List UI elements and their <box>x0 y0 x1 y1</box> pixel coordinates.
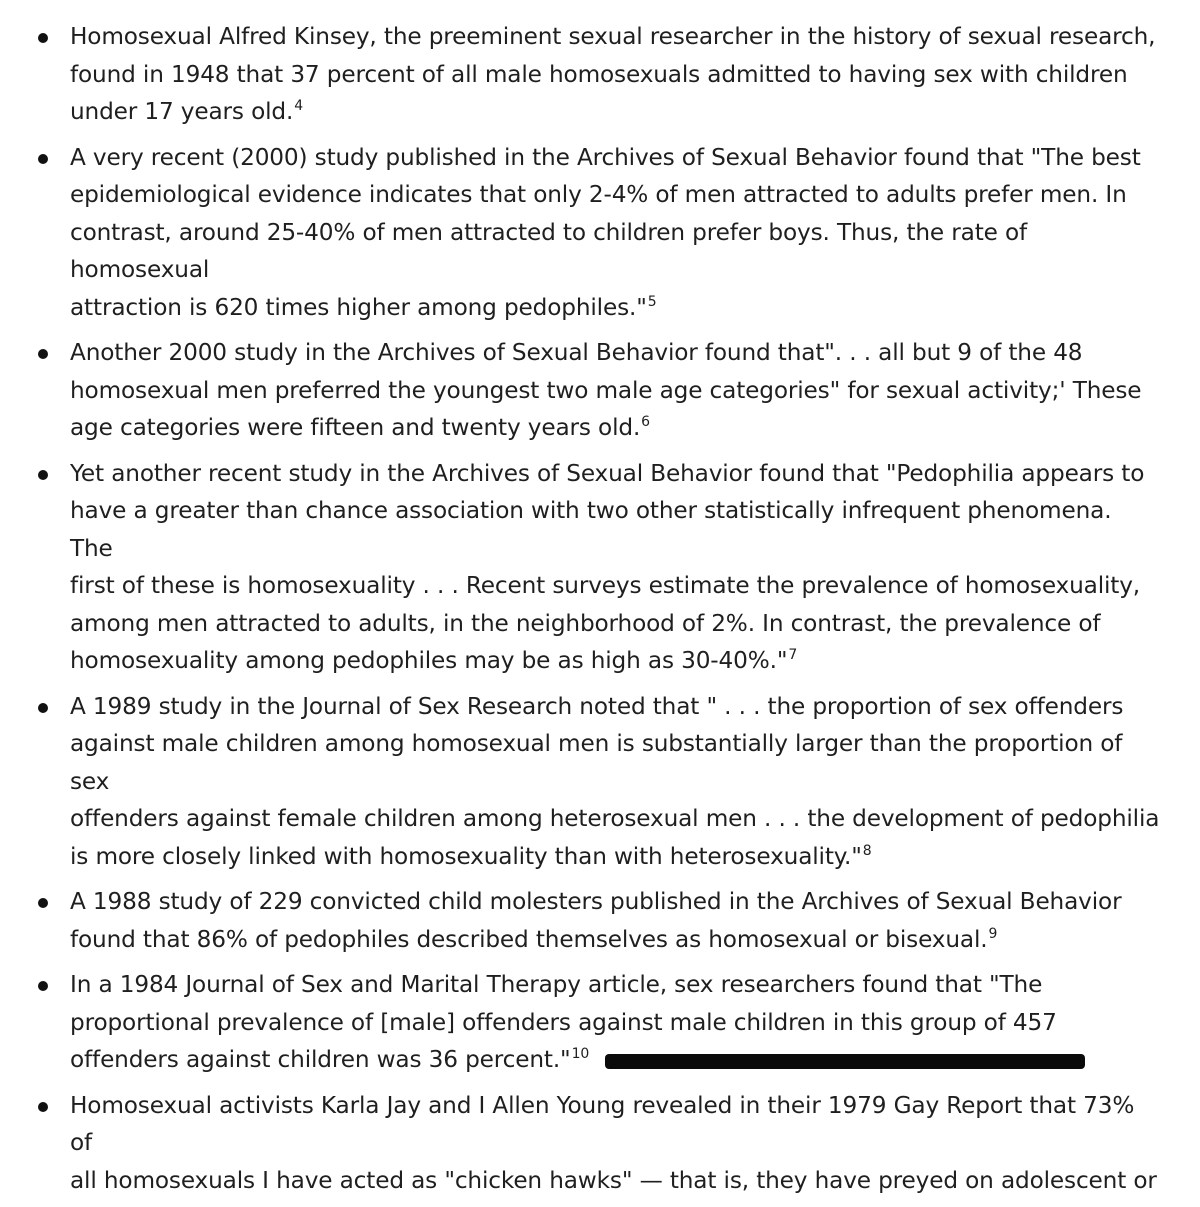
footnote-marker: 6 <box>641 414 650 431</box>
redaction-mark <box>605 1054 1085 1069</box>
footnote-marker: 10 <box>571 1046 590 1063</box>
list-item <box>0 883 1200 958</box>
list-item <box>0 18 1200 131</box>
footnote-marker: 9 <box>988 925 998 942</box>
bullet-icon <box>38 981 48 991</box>
bullet-icon <box>38 703 48 713</box>
list-item-text: Another 2000 study in the Archives of Sexual Behavior found that". . . all but 9 of the 48 homosexual men preferred the youngest two male age categories" for sexual activity;' These age categories were fifteen and twenty years old.$^6$ <box>70 339 1142 441</box>
bullet-list <box>0 18 1200 1207</box>
bullet-icon <box>38 1102 48 1112</box>
footnote-marker: 4 <box>294 98 303 115</box>
bullet-icon <box>38 898 48 908</box>
list-item <box>0 455 1200 680</box>
list-item-text: A 1989 study in the Journal of Sex Research noted that " . . . the proportion of sex offenders against male children among homosexual men is substantially larger than the proportion of sex offenders against female children among heterosexual men . . . the development of pedophilia is more closely linked with homosexuality than with heterosexuality."$^8$ <box>70 692 1160 870</box>
footnote-marker: 8 <box>862 842 872 859</box>
list-item-text: Homosexual Alfred Kinsey, the preeminent sexual researcher in the history of sexual research, found in 1948 that 37 percent of all male homosexuals admitted to having sex with children under 17 years old.$^4$ <box>70 23 1156 125</box>
list-item-text: Homosexual activists Karla Jay and I Allen Young revealed in their 1979 Gay Report that 73% of all homosexuals I have acted as "chicken hawks" — that is, they have preyed on adolescent or <box>70 1091 1157 1194</box>
footnote-marker: 7 <box>788 647 798 664</box>
list-item <box>0 334 1200 447</box>
bullet-icon <box>38 154 48 164</box>
list-item-text: In a 1984 Journal of Sex and Marital Therapy article, sex researchers found that "The proportional prevalence of [male] offenders against male children in this group of 457 offenders against children was 36 percent."$^{10}$ <box>70 971 1057 1073</box>
list-item-text: A 1988 study of 229 convicted child molesters published in the Archives of Sexual Behavior found that 86% of pedophiles described themselves as homosexual or bisexual.$^9$ <box>70 888 1122 953</box>
list-item <box>0 1087 1200 1200</box>
bullet-icon <box>38 33 48 43</box>
footnote-marker: 5 <box>647 293 657 310</box>
list-item <box>0 688 1200 876</box>
list-item <box>0 139 1200 327</box>
list-item-text: Yet another recent study in the Archives of Sexual Behavior found that "Pedophilia appears to have a greater than chance association with two other statistically infrequent phenomena. The first of these is homosexuality . . . Recent surveys estimate the prevalence of homosexuality, among men attracted to adults, in the neighborhood of 2%. In contrast, the prevalence of homosexuality among pedophiles may be as high as 30-40%."$^7$ <box>70 459 1145 674</box>
bullet-icon <box>38 349 48 359</box>
list-item-text: A very recent (2000) study published in the Archives of Sexual Behavior found that "The best epidemiological evidence indicates that only 2-4% of men attracted to adults prefer men. In contrast, around 25-40% of men attracted to children prefer boys. Thus, the rate of homosexual attraction is 620 times higher among pedophiles."$^5$ <box>70 143 1141 321</box>
bullet-icon <box>38 470 48 480</box>
